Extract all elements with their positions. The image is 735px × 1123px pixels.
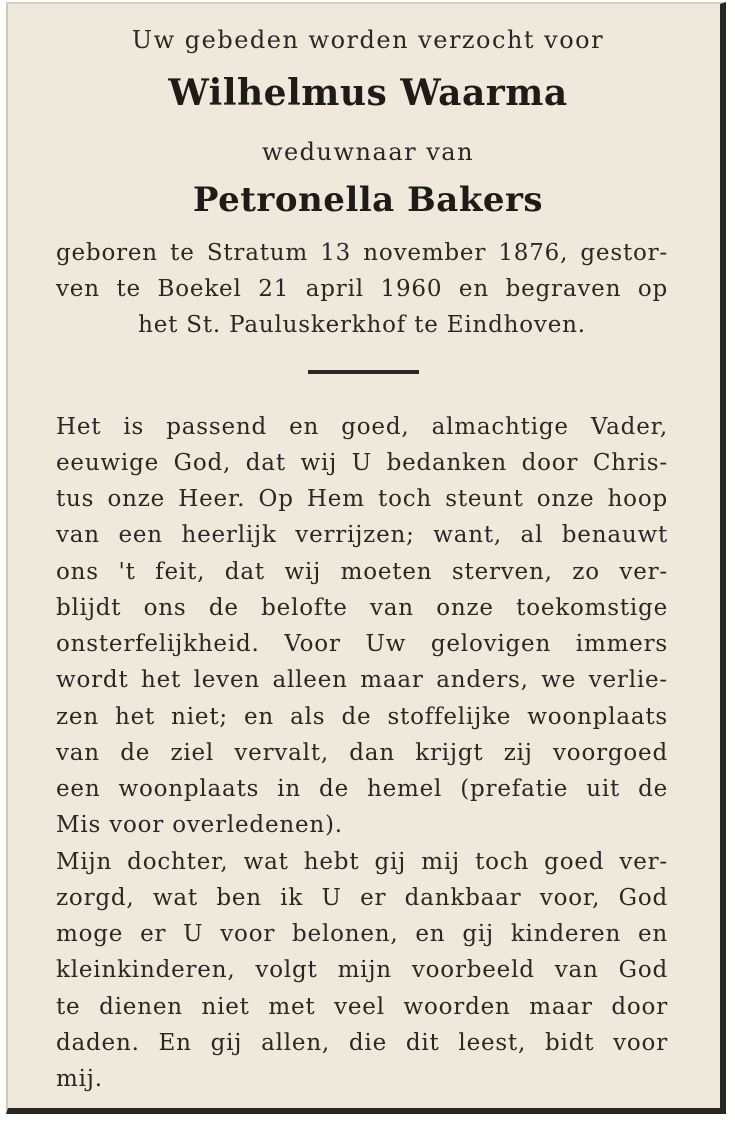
prayer-line: Het is passend en goed, almachtige Vader,: [56, 414, 668, 440]
biography-line: ven te Boekel 21 april 1960 en begraven op: [56, 276, 668, 302]
message-line: mij.: [56, 1066, 103, 1092]
message-line: te dienen niet met veel woorden maar door: [56, 994, 668, 1020]
message-line: Mijn dochter, wat hebt gij mij toch goed ver-: [56, 849, 668, 875]
memorial-card: [6, 2, 726, 1114]
relation-text: weduwnaar van: [261, 138, 475, 166]
prayer-line: tus onze Heer. Op Hem toch steunt onze hoop: [56, 486, 668, 512]
biography-line: geboren te Stratum 13 november 1876, gestor-: [56, 240, 668, 266]
prayer-line: zen het niet; en als de stoffelijke woonplaats: [56, 704, 668, 730]
message-line: zorgd, wat ben ik U er dankbaar voor, God: [56, 885, 668, 911]
prayer-line: eeuwige God, dat wij U bedanken door Chris-: [56, 450, 668, 476]
spouse-name: Petronella Bakers: [192, 180, 544, 220]
prayer-line: een woonplaats in de hemel (prefatie uit de: [56, 776, 668, 802]
message-line: moge er U voor belonen, en gij kinderen en: [56, 921, 668, 947]
prayer-line: Mis voor overledenen).: [56, 812, 343, 838]
prayer-line: wordt het leven alleen maar anders, we verlie-: [56, 667, 668, 693]
message-line: daden. En gij allen, die dit leest, bidt voor: [56, 1030, 668, 1056]
divider-rule: [308, 370, 419, 374]
intro-text: Uw gebeden worden verzocht voor: [131, 26, 605, 54]
prayer-line: van een heerlijk verrijzen; want, al benauwt: [56, 522, 668, 548]
prayer-line: van de ziel vervalt, dan krijgt zij voorgoed: [56, 740, 668, 766]
prayer-line: blijdt ons de belofte van onze toekomstige: [56, 595, 668, 621]
prayer-line: onsterfelijkheid. Voor Uw gelovigen immers: [56, 631, 668, 657]
deceased-name: Wilhelmus Waarma: [168, 72, 568, 114]
message-line: kleinkinderen, volgt mijn voorbeeld van God: [56, 957, 668, 983]
biography-line: het St. Pauluskerkhof te Eindhoven.: [138, 312, 586, 338]
prayer-line: ons 't feit, dat wij moeten sterven, zo ver-: [56, 559, 668, 585]
